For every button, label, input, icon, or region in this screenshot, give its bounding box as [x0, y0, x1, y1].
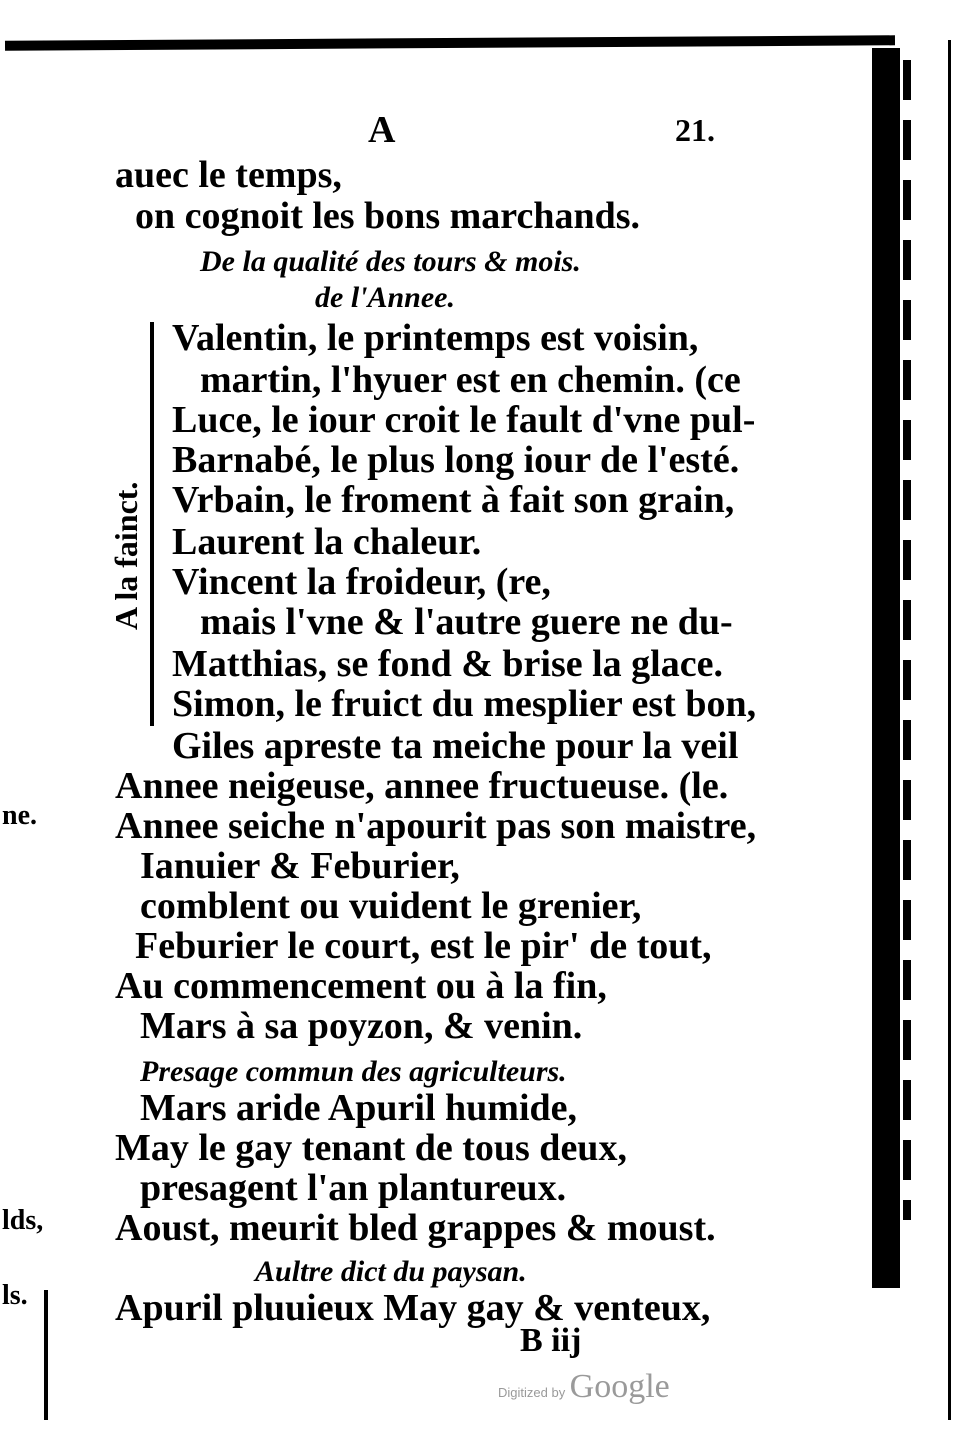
- watermark-prefix: Digitized by: [498, 1385, 566, 1400]
- page-edge-shadow: [872, 48, 900, 1288]
- signature-mark: A: [368, 109, 396, 151]
- margin-fragment: lds,: [2, 1205, 44, 1236]
- text-line: Vrbain, le froment à fait son grain,: [172, 479, 735, 521]
- text-line: Annee seiche n'apourit pas son maistre,: [115, 805, 757, 847]
- text-line: Mars à sa poyzon, & venin.: [140, 1005, 583, 1047]
- text-line: comblent ou vuident le grenier,: [140, 885, 642, 927]
- text-line: Aoust, meurit bled grappes & moust.: [115, 1207, 716, 1249]
- page-edge-texture: [903, 60, 911, 1220]
- text-line: Barnabé, le plus long iour de l'esté.: [172, 439, 740, 481]
- text-line: Matthias, se fond & brise la glace.: [172, 643, 723, 685]
- watermark-brand: Google: [569, 1368, 670, 1405]
- margin-fragment: ls.: [2, 1280, 28, 1311]
- margin-bracket: [150, 322, 154, 726]
- text-line: mais l'vne & l'autre guere ne du-: [200, 601, 733, 643]
- text-line: Au commencement ou à la fin,: [115, 965, 607, 1007]
- text-line: Valentin, le printemps est voisin,: [172, 317, 699, 359]
- margin-fragment: ne.: [2, 800, 37, 831]
- text-line: on cognoit les bons marchands.: [135, 195, 641, 237]
- section-subheading: de l'Annee.: [315, 281, 455, 314]
- signature-catchword: B iij: [520, 1322, 582, 1359]
- text-line: Laurent la chaleur.: [172, 521, 482, 563]
- text-line: Giles apreste ta meiche pour la veil: [172, 725, 739, 767]
- top-border: [5, 35, 895, 50]
- text-line: Mars aride Apuril humide,: [140, 1087, 578, 1129]
- page-number: 21.: [675, 112, 715, 148]
- text-line: Luce, le iour croit le fault d'vne pul-: [172, 399, 756, 441]
- digitization-watermark: [498, 1368, 670, 1406]
- text-line: Apuril pluuieux May gay & venteux,: [115, 1287, 711, 1329]
- text-line: Annee neigeuse, annee fructueuse. (le.: [115, 765, 729, 807]
- text-line: martin, l'hyuer est en chemin. (ce: [200, 359, 741, 401]
- text-line: auec le temps,: [115, 154, 342, 196]
- text-line: Feburier le court, est le pir' de tout,: [135, 925, 712, 967]
- text-line: Simon, le fruict du mesplier est bon,: [172, 683, 757, 725]
- section-heading: Aultre dict du paysan.: [255, 1255, 527, 1288]
- text-line: Vincent la froideur, (re,: [172, 561, 551, 603]
- left-edge-line: [44, 1290, 48, 1420]
- section-heading: Presage commun des agriculteurs.: [140, 1055, 567, 1088]
- text-line: May le gay tenant de tous deux,: [115, 1127, 627, 1169]
- text-line: Ianuier & Feburier,: [140, 845, 460, 887]
- section-heading: De la qualité des tours & mois.: [200, 245, 581, 278]
- side-note: A la fainct.: [108, 481, 144, 630]
- page-edge-line: [948, 40, 951, 1420]
- text-line: presagent l'an plantureux.: [140, 1167, 567, 1209]
